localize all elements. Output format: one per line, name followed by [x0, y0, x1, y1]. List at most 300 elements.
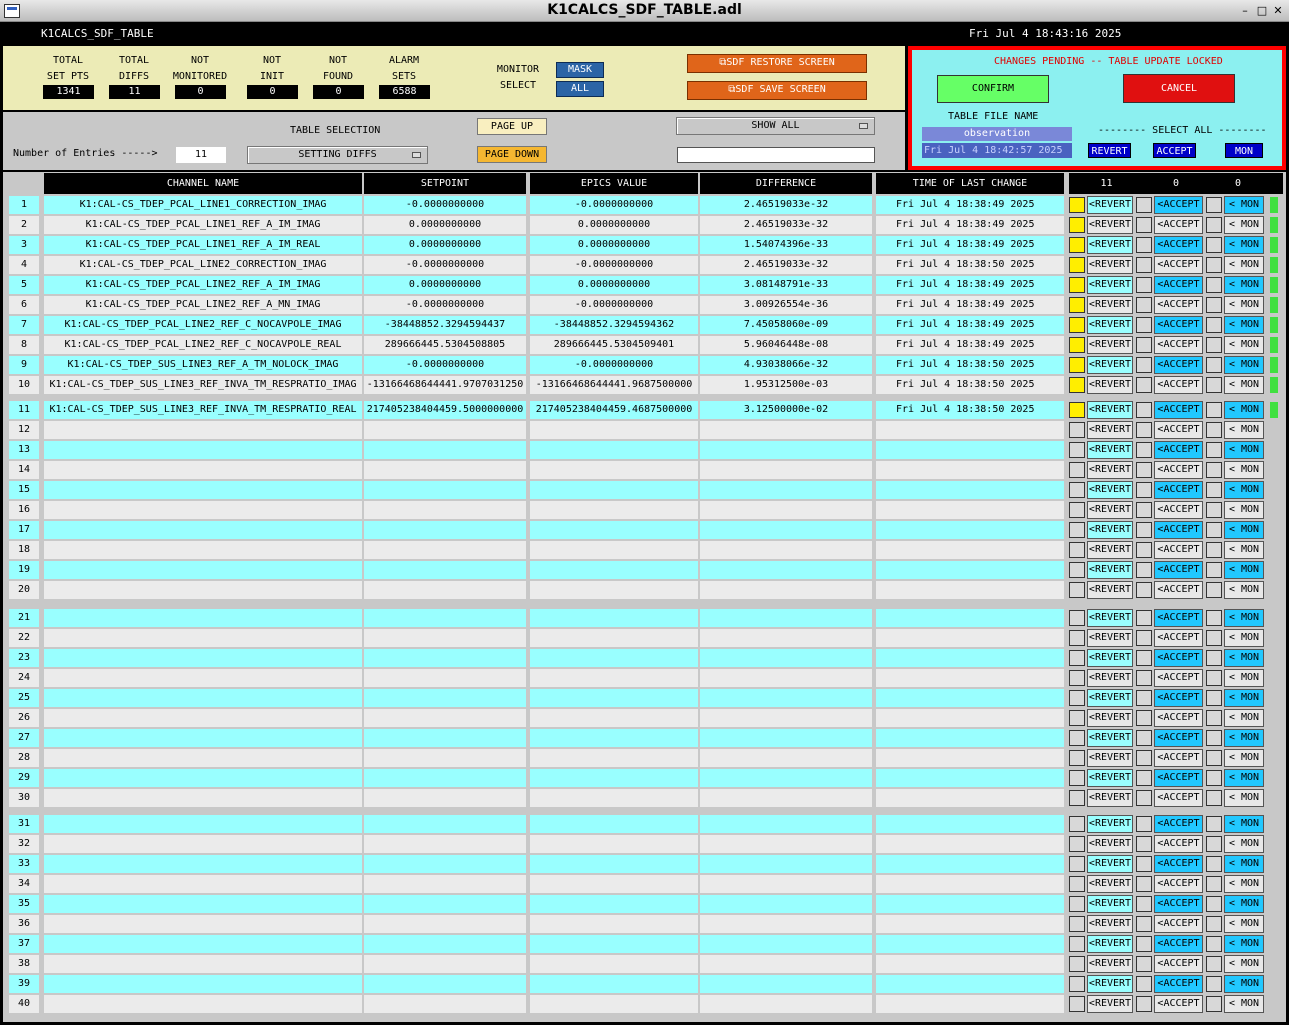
- mon-button[interactable]: < MON: [1224, 376, 1264, 394]
- mon-button[interactable]: < MON: [1224, 401, 1264, 419]
- mask-button[interactable]: MASK: [556, 62, 604, 78]
- accept-select-checkbox[interactable]: [1136, 790, 1152, 806]
- epics-value: [530, 729, 698, 747]
- accept-button[interactable]: <ACCEPT: [1154, 955, 1203, 973]
- accept-select-checkbox[interactable]: [1136, 522, 1152, 538]
- select-all-revert-button[interactable]: REVERT: [1088, 143, 1131, 158]
- accept-button[interactable]: <ACCEPT: [1154, 336, 1203, 354]
- accept-select-checkbox[interactable]: [1136, 956, 1152, 972]
- revert-button[interactable]: <REVERT: [1087, 216, 1133, 234]
- mon-select-checkbox[interactable]: [1206, 790, 1222, 806]
- revert-select-checkbox[interactable]: [1069, 562, 1085, 578]
- accept-button[interactable]: <ACCEPT: [1154, 855, 1203, 873]
- mon-select-checkbox[interactable]: [1206, 402, 1222, 418]
- accept-button[interactable]: <ACCEPT: [1154, 915, 1203, 933]
- accept-button[interactable]: <ACCEPT: [1154, 481, 1203, 499]
- accept-select-checkbox[interactable]: [1136, 770, 1152, 786]
- setpoint-value: [364, 481, 526, 499]
- cancel-button[interactable]: CANCEL: [1123, 74, 1235, 103]
- accept-select-checkbox[interactable]: [1136, 562, 1152, 578]
- revert-button[interactable]: <REVERT: [1087, 521, 1133, 539]
- setpoint-value: 0.0000000000: [364, 236, 526, 254]
- accept-select-checkbox[interactable]: [1136, 257, 1152, 273]
- mon-select-checkbox[interactable]: [1206, 710, 1222, 726]
- setpoint-value: [364, 935, 526, 953]
- accept-button[interactable]: <ACCEPT: [1154, 729, 1203, 747]
- accept-select-checkbox[interactable]: [1136, 936, 1152, 952]
- accept-button[interactable]: <ACCEPT: [1154, 749, 1203, 767]
- accept-select-checkbox[interactable]: [1136, 277, 1152, 293]
- accept-button[interactable]: <ACCEPT: [1154, 649, 1203, 667]
- accept-button[interactable]: <ACCEPT: [1154, 296, 1203, 314]
- mon-button[interactable]: < MON: [1224, 769, 1264, 787]
- mon-select-checkbox[interactable]: [1206, 610, 1222, 626]
- mon-select-checkbox[interactable]: [1206, 730, 1222, 746]
- page-up-button[interactable]: PAGE UP: [477, 118, 547, 135]
- revert-button[interactable]: <REVERT: [1087, 376, 1133, 394]
- accept-button[interactable]: <ACCEPT: [1154, 521, 1203, 539]
- mon-button[interactable]: < MON: [1224, 709, 1264, 727]
- revert-button[interactable]: <REVERT: [1087, 875, 1133, 893]
- epics-value: 0.0000000000: [530, 236, 698, 254]
- accept-select-checkbox[interactable]: [1136, 357, 1152, 373]
- mon-button[interactable]: < MON: [1224, 216, 1264, 234]
- accept-button[interactable]: <ACCEPT: [1154, 501, 1203, 519]
- revert-select-checkbox[interactable]: [1069, 522, 1085, 538]
- accept-select-checkbox[interactable]: [1136, 630, 1152, 646]
- minimize-icon[interactable]: –: [1242, 4, 1248, 17]
- mon-select-checkbox[interactable]: [1206, 670, 1222, 686]
- revert-select-checkbox[interactable]: [1069, 996, 1085, 1012]
- mon-select-checkbox[interactable]: [1206, 257, 1222, 273]
- revert-button[interactable]: <REVERT: [1087, 709, 1133, 727]
- accept-select-checkbox[interactable]: [1136, 710, 1152, 726]
- mon-select-checkbox[interactable]: [1206, 317, 1222, 333]
- maximize-icon[interactable]: □: [1256, 4, 1268, 17]
- mon-button[interactable]: < MON: [1224, 256, 1264, 274]
- accept-select-checkbox[interactable]: [1136, 337, 1152, 353]
- revert-select-checkbox[interactable]: [1069, 317, 1085, 333]
- revert-button[interactable]: <REVERT: [1087, 649, 1133, 667]
- revert-select-checkbox[interactable]: [1069, 630, 1085, 646]
- epics-value: [530, 481, 698, 499]
- accept-select-checkbox[interactable]: [1136, 582, 1152, 598]
- mon-select-checkbox[interactable]: [1206, 836, 1222, 852]
- revert-select-checkbox[interactable]: [1069, 402, 1085, 418]
- all-button[interactable]: ALL: [556, 81, 604, 97]
- accept-button[interactable]: <ACCEPT: [1154, 629, 1203, 647]
- accept-select-checkbox[interactable]: [1136, 876, 1152, 892]
- revert-button[interactable]: <REVERT: [1087, 481, 1133, 499]
- revert-button[interactable]: <REVERT: [1087, 955, 1133, 973]
- accept-button[interactable]: <ACCEPT: [1154, 689, 1203, 707]
- table-row: [0, 440, 1289, 460]
- revert-button[interactable]: <REVERT: [1087, 441, 1133, 459]
- mon-button[interactable]: < MON: [1224, 609, 1264, 627]
- mon-button[interactable]: < MON: [1224, 875, 1264, 893]
- table-row: [0, 914, 1289, 934]
- revert-select-checkbox[interactable]: [1069, 916, 1085, 932]
- mon-select-checkbox[interactable]: [1206, 896, 1222, 912]
- mon-select-checkbox[interactable]: [1206, 482, 1222, 498]
- epics-value: [530, 955, 698, 973]
- accept-select-checkbox[interactable]: [1136, 217, 1152, 233]
- difference-value: 3.00926554e-36: [700, 296, 872, 314]
- revert-button[interactable]: <REVERT: [1087, 461, 1133, 479]
- accept-button[interactable]: <ACCEPT: [1154, 609, 1203, 627]
- revert-select-checkbox[interactable]: [1069, 337, 1085, 353]
- accept-select-checkbox[interactable]: [1136, 976, 1152, 992]
- mon-select-checkbox[interactable]: [1206, 690, 1222, 706]
- mon-button[interactable]: < MON: [1224, 835, 1264, 853]
- mon-button[interactable]: < MON: [1224, 855, 1264, 873]
- mon-select-checkbox[interactable]: [1206, 357, 1222, 373]
- accept-button[interactable]: <ACCEPT: [1154, 376, 1203, 394]
- accept-select-checkbox[interactable]: [1136, 610, 1152, 626]
- accept-button[interactable]: <ACCEPT: [1154, 236, 1203, 254]
- channel-name: K1:CAL-CS_TDEP_PCAL_LINE1_REF_A_IM_IMAG: [44, 216, 362, 234]
- accept-button[interactable]: <ACCEPT: [1154, 561, 1203, 579]
- revert-button[interactable]: <REVERT: [1087, 609, 1133, 627]
- accept-button[interactable]: <ACCEPT: [1154, 709, 1203, 727]
- revert-select-checkbox[interactable]: [1069, 582, 1085, 598]
- accept-button[interactable]: <ACCEPT: [1154, 541, 1203, 559]
- close-icon[interactable]: ✕: [1273, 4, 1283, 17]
- mon-button[interactable]: < MON: [1224, 749, 1264, 767]
- filter-input[interactable]: [677, 147, 875, 163]
- revert-select-checkbox[interactable]: [1069, 816, 1085, 832]
- channel-name: [44, 629, 362, 647]
- revert-select-checkbox[interactable]: [1069, 297, 1085, 313]
- channel-name: K1:CAL-CS_TDEP_SUS_LINE3_REF_INVA_TM_RESPRATIO_REAL: [44, 401, 362, 419]
- mon-select-checkbox[interactable]: [1206, 297, 1222, 313]
- revert-select-checkbox[interactable]: [1069, 197, 1085, 213]
- summary-label-line2: FOUND: [322, 71, 354, 82]
- accept-button[interactable]: <ACCEPT: [1154, 401, 1203, 419]
- accept-select-checkbox[interactable]: [1136, 502, 1152, 518]
- revert-button[interactable]: <REVERT: [1087, 296, 1133, 314]
- revert-button[interactable]: <REVERT: [1087, 769, 1133, 787]
- accept-button[interactable]: <ACCEPT: [1154, 216, 1203, 234]
- channel-name: [44, 481, 362, 499]
- revert-button[interactable]: <REVERT: [1087, 689, 1133, 707]
- accept-button[interactable]: <ACCEPT: [1154, 995, 1203, 1013]
- revert-button[interactable]: <REVERT: [1087, 276, 1133, 294]
- mon-button[interactable]: < MON: [1224, 481, 1264, 499]
- accept-select-checkbox[interactable]: [1136, 856, 1152, 872]
- mon-button[interactable]: < MON: [1224, 789, 1264, 807]
- accept-select-checkbox[interactable]: [1136, 402, 1152, 418]
- revert-select-checkbox[interactable]: [1069, 377, 1085, 393]
- mon-button[interactable]: < MON: [1224, 276, 1264, 294]
- summary-label-line1: ALARM: [388, 55, 420, 66]
- revert-select-checkbox[interactable]: [1069, 257, 1085, 273]
- accept-select-checkbox[interactable]: [1136, 730, 1152, 746]
- mon-select-checkbox[interactable]: [1206, 422, 1222, 438]
- setpoint-value: [364, 855, 526, 873]
- mon-button[interactable]: < MON: [1224, 501, 1264, 519]
- setpoint-value: [364, 581, 526, 599]
- mon-button[interactable]: < MON: [1224, 649, 1264, 667]
- mon-button[interactable]: < MON: [1224, 689, 1264, 707]
- accept-select-checkbox[interactable]: [1136, 442, 1152, 458]
- mon-button[interactable]: < MON: [1224, 815, 1264, 833]
- mon-select-checkbox[interactable]: [1206, 956, 1222, 972]
- mon-button[interactable]: < MON: [1224, 995, 1264, 1013]
- epics-value: [530, 669, 698, 687]
- accept-button[interactable]: <ACCEPT: [1154, 256, 1203, 274]
- mon-select-checkbox[interactable]: [1206, 582, 1222, 598]
- mon-button[interactable]: < MON: [1224, 236, 1264, 254]
- accept-select-checkbox[interactable]: [1136, 690, 1152, 706]
- accept-button[interactable]: <ACCEPT: [1154, 196, 1203, 214]
- revert-button[interactable]: <REVERT: [1087, 356, 1133, 374]
- row-index: 12: [9, 421, 39, 439]
- revert-button[interactable]: <REVERT: [1087, 336, 1133, 354]
- revert-button[interactable]: <REVERT: [1087, 935, 1133, 953]
- mon-button[interactable]: < MON: [1224, 196, 1264, 214]
- accept-button[interactable]: <ACCEPT: [1154, 441, 1203, 459]
- setpoint-value: [364, 995, 526, 1013]
- page-down-button[interactable]: PAGE DOWN: [477, 146, 547, 163]
- mon-select-checkbox[interactable]: [1206, 337, 1222, 353]
- revert-select-checkbox[interactable]: [1069, 462, 1085, 478]
- mon-select-checkbox[interactable]: [1206, 630, 1222, 646]
- mon-select-checkbox[interactable]: [1206, 916, 1222, 932]
- accept-select-checkbox[interactable]: [1136, 197, 1152, 213]
- last-change-time: [876, 789, 1064, 807]
- accept-button[interactable]: <ACCEPT: [1154, 276, 1203, 294]
- revert-button[interactable]: <REVERT: [1087, 815, 1133, 833]
- confirm-button[interactable]: CONFIRM: [937, 75, 1049, 103]
- mon-button[interactable]: < MON: [1224, 421, 1264, 439]
- revert-select-checkbox[interactable]: [1069, 956, 1085, 972]
- mon-button[interactable]: < MON: [1224, 316, 1264, 334]
- revert-select-checkbox[interactable]: [1069, 482, 1085, 498]
- accept-button[interactable]: <ACCEPT: [1154, 421, 1203, 439]
- mon-select-checkbox[interactable]: [1206, 936, 1222, 952]
- accept-select-checkbox[interactable]: [1136, 816, 1152, 832]
- accept-select-checkbox[interactable]: [1136, 750, 1152, 766]
- revert-select-checkbox[interactable]: [1069, 217, 1085, 233]
- accept-select-checkbox[interactable]: [1136, 317, 1152, 333]
- mon-select-checkbox[interactable]: [1206, 197, 1222, 213]
- mon-select-checkbox[interactable]: [1206, 996, 1222, 1012]
- revert-button[interactable]: <REVERT: [1087, 541, 1133, 559]
- revert-select-checkbox[interactable]: [1069, 542, 1085, 558]
- revert-select-checkbox[interactable]: [1069, 710, 1085, 726]
- setpoint-value: 289666445.5304508805: [364, 336, 526, 354]
- show-all-dropdown[interactable]: [676, 117, 875, 135]
- accept-button[interactable]: <ACCEPT: [1154, 875, 1203, 893]
- entries-label: Number of Entries ----->: [13, 148, 158, 159]
- accept-button[interactable]: <ACCEPT: [1154, 669, 1203, 687]
- difference-value: 2.46519033e-32: [700, 196, 872, 214]
- revert-button[interactable]: <REVERT: [1087, 669, 1133, 687]
- table-row: [0, 235, 1289, 255]
- revert-select-checkbox[interactable]: [1069, 442, 1085, 458]
- mon-select-checkbox[interactable]: [1206, 237, 1222, 253]
- accept-select-checkbox[interactable]: [1136, 462, 1152, 478]
- revert-button[interactable]: <REVERT: [1087, 236, 1133, 254]
- mon-button[interactable]: < MON: [1224, 461, 1264, 479]
- mon-select-checkbox[interactable]: [1206, 277, 1222, 293]
- accept-button[interactable]: <ACCEPT: [1154, 769, 1203, 787]
- accept-select-checkbox[interactable]: [1136, 996, 1152, 1012]
- revert-select-checkbox[interactable]: [1069, 936, 1085, 952]
- row-index: 39: [9, 975, 39, 993]
- revert-select-checkbox[interactable]: [1069, 730, 1085, 746]
- revert-button[interactable]: <REVERT: [1087, 895, 1133, 913]
- revert-button[interactable]: <REVERT: [1087, 561, 1133, 579]
- accept-select-checkbox[interactable]: [1136, 916, 1152, 932]
- revert-select-checkbox[interactable]: [1069, 976, 1085, 992]
- accept-button[interactable]: <ACCEPT: [1154, 461, 1203, 479]
- mon-select-checkbox[interactable]: [1206, 377, 1222, 393]
- mon-button[interactable]: < MON: [1224, 915, 1264, 933]
- mon-button[interactable]: < MON: [1224, 729, 1264, 747]
- revert-select-checkbox[interactable]: [1069, 856, 1085, 872]
- mon-select-checkbox[interactable]: [1206, 217, 1222, 233]
- mon-button[interactable]: < MON: [1224, 629, 1264, 647]
- revert-select-checkbox[interactable]: [1069, 237, 1085, 253]
- mon-select-checkbox[interactable]: [1206, 770, 1222, 786]
- mon-select-checkbox[interactable]: [1206, 562, 1222, 578]
- revert-select-checkbox[interactable]: [1069, 502, 1085, 518]
- revert-button[interactable]: <REVERT: [1087, 789, 1133, 807]
- mon-button[interactable]: < MON: [1224, 669, 1264, 687]
- table-row: [0, 788, 1289, 808]
- accept-select-checkbox[interactable]: [1136, 237, 1152, 253]
- revert-select-checkbox[interactable]: [1069, 896, 1085, 912]
- revert-button[interactable]: <REVERT: [1087, 629, 1133, 647]
- channel-name: K1:CAL-CS_TDEP_PCAL_LINE1_CORRECTION_IMAG: [44, 196, 362, 214]
- sdf-save-screen-button[interactable]: ⧉SDF SAVE SCREEN: [687, 81, 867, 100]
- revert-button[interactable]: <REVERT: [1087, 915, 1133, 933]
- mon-select-checkbox[interactable]: [1206, 976, 1222, 992]
- table-selection-dropdown[interactable]: [247, 146, 428, 164]
- mon-button[interactable]: < MON: [1224, 356, 1264, 374]
- mon-button[interactable]: < MON: [1224, 955, 1264, 973]
- revert-select-checkbox[interactable]: [1069, 650, 1085, 666]
- accept-button[interactable]: <ACCEPT: [1154, 895, 1203, 913]
- setpoint-value: [364, 629, 526, 647]
- revert-select-checkbox[interactable]: [1069, 277, 1085, 293]
- accept-select-checkbox[interactable]: [1136, 422, 1152, 438]
- revert-button[interactable]: <REVERT: [1087, 421, 1133, 439]
- show-all-value: SHOW ALL: [751, 120, 800, 131]
- mon-button[interactable]: < MON: [1224, 975, 1264, 993]
- mon-button[interactable]: < MON: [1224, 561, 1264, 579]
- channel-name: [44, 669, 362, 687]
- table-row: [0, 275, 1289, 295]
- setpoint-value: -13166468644441.9707031250: [364, 376, 526, 394]
- revert-count-header: 11: [1069, 173, 1144, 194]
- sdf-restore-screen-button[interactable]: ⧉SDF RESTORE SCREEN: [687, 54, 867, 73]
- mon-button[interactable]: < MON: [1224, 441, 1264, 459]
- row-index: 34: [9, 875, 39, 893]
- setpoint-value: [364, 975, 526, 993]
- accept-button[interactable]: <ACCEPT: [1154, 975, 1203, 993]
- accept-button[interactable]: <ACCEPT: [1154, 935, 1203, 953]
- mon-button[interactable]: < MON: [1224, 581, 1264, 599]
- accept-select-checkbox[interactable]: [1136, 670, 1152, 686]
- mon-select-checkbox[interactable]: [1206, 462, 1222, 478]
- mon-button[interactable]: < MON: [1224, 296, 1264, 314]
- epics-value: [530, 995, 698, 1013]
- accept-select-checkbox[interactable]: [1136, 650, 1152, 666]
- select-all-mon-button[interactable]: MON: [1225, 143, 1263, 158]
- revert-button[interactable]: <REVERT: [1087, 401, 1133, 419]
- accept-button[interactable]: <ACCEPT: [1154, 835, 1203, 853]
- mon-button[interactable]: < MON: [1224, 935, 1264, 953]
- accept-select-checkbox[interactable]: [1136, 482, 1152, 498]
- mon-button[interactable]: < MON: [1224, 336, 1264, 354]
- revert-select-checkbox[interactable]: [1069, 422, 1085, 438]
- last-change-time: [876, 975, 1064, 993]
- select-all-accept-button[interactable]: ACCEPT: [1153, 143, 1196, 158]
- revert-select-checkbox[interactable]: [1069, 836, 1085, 852]
- mon-select-checkbox[interactable]: [1206, 502, 1222, 518]
- accept-select-checkbox[interactable]: [1136, 297, 1152, 313]
- accept-select-checkbox[interactable]: [1136, 542, 1152, 558]
- accept-button[interactable]: <ACCEPT: [1154, 789, 1203, 807]
- accept-select-checkbox[interactable]: [1136, 836, 1152, 852]
- accept-select-checkbox[interactable]: [1136, 377, 1152, 393]
- mon-select-checkbox[interactable]: [1206, 750, 1222, 766]
- last-change-time: [876, 709, 1064, 727]
- revert-button[interactable]: <REVERT: [1087, 975, 1133, 993]
- accept-select-checkbox[interactable]: [1136, 896, 1152, 912]
- mon-select-checkbox[interactable]: [1206, 650, 1222, 666]
- mon-select-checkbox[interactable]: [1206, 522, 1222, 538]
- revert-select-checkbox[interactable]: [1069, 690, 1085, 706]
- revert-select-checkbox[interactable]: [1069, 876, 1085, 892]
- revert-button[interactable]: <REVERT: [1087, 749, 1133, 767]
- revert-button[interactable]: <REVERT: [1087, 855, 1133, 873]
- revert-select-checkbox[interactable]: [1069, 610, 1085, 626]
- revert-select-checkbox[interactable]: [1069, 770, 1085, 786]
- mon-button[interactable]: < MON: [1224, 521, 1264, 539]
- revert-select-checkbox[interactable]: [1069, 357, 1085, 373]
- row-index: 11: [9, 401, 39, 419]
- revert-button[interactable]: <REVERT: [1087, 995, 1133, 1013]
- mon-button[interactable]: < MON: [1224, 895, 1264, 913]
- revert-select-checkbox[interactable]: [1069, 790, 1085, 806]
- mon-select-checkbox[interactable]: [1206, 856, 1222, 872]
- revert-button[interactable]: <REVERT: [1087, 729, 1133, 747]
- revert-select-checkbox[interactable]: [1069, 750, 1085, 766]
- mon-select-checkbox[interactable]: [1206, 816, 1222, 832]
- accept-button[interactable]: <ACCEPT: [1154, 316, 1203, 334]
- revert-button[interactable]: <REVERT: [1087, 196, 1133, 214]
- revert-button[interactable]: <REVERT: [1087, 316, 1133, 334]
- channel-name: K1:CAL-CS_TDEP_SUS_LINE3_REF_INVA_TM_RESPRATIO_IMAG: [44, 376, 362, 394]
- accept-button[interactable]: <ACCEPT: [1154, 815, 1203, 833]
- revert-button[interactable]: <REVERT: [1087, 581, 1133, 599]
- mon-select-checkbox[interactable]: [1206, 876, 1222, 892]
- revert-button[interactable]: <REVERT: [1087, 501, 1133, 519]
- revert-button[interactable]: <REVERT: [1087, 835, 1133, 853]
- row-index: 18: [9, 541, 39, 559]
- revert-select-checkbox[interactable]: [1069, 670, 1085, 686]
- revert-button[interactable]: <REVERT: [1087, 256, 1133, 274]
- mon-select-checkbox[interactable]: [1206, 542, 1222, 558]
- mon-button[interactable]: < MON: [1224, 541, 1264, 559]
- mon-select-checkbox[interactable]: [1206, 442, 1222, 458]
- accept-button[interactable]: <ACCEPT: [1154, 356, 1203, 374]
- accept-button[interactable]: <ACCEPT: [1154, 581, 1203, 599]
